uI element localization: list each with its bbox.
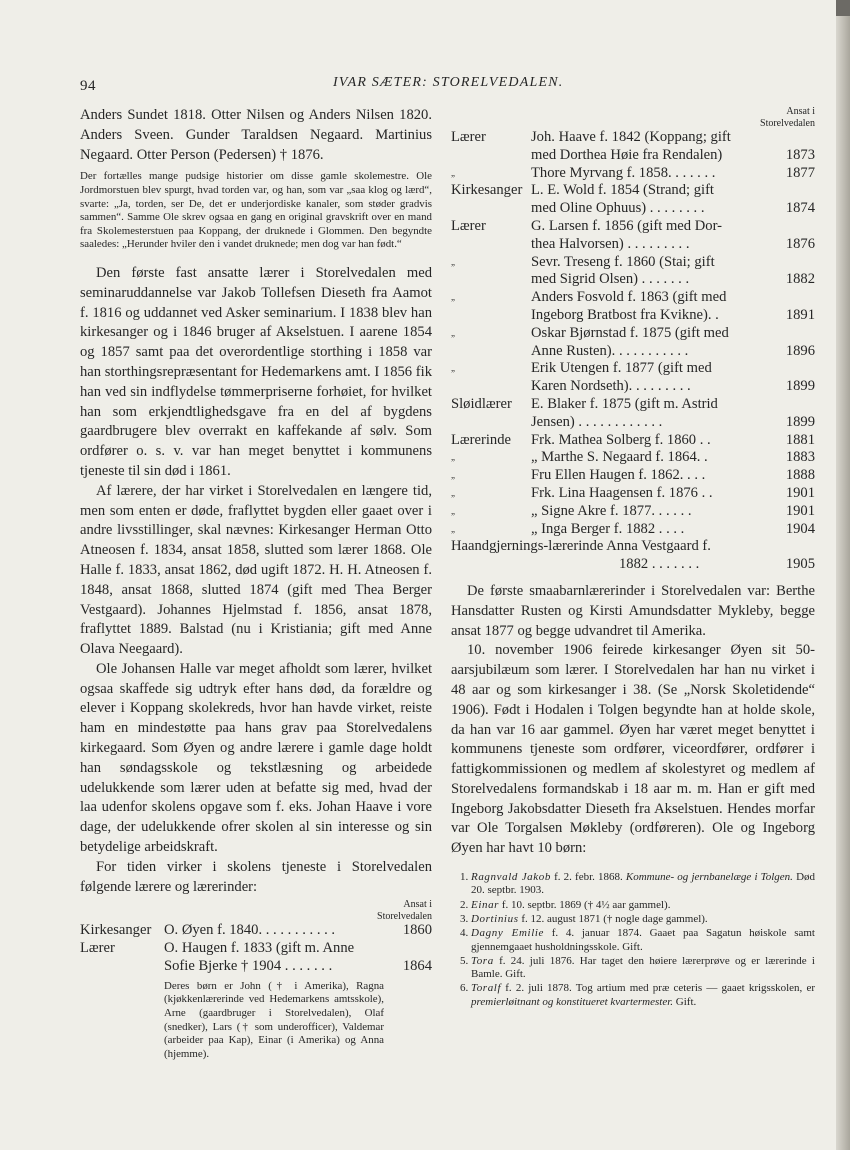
child-tail: Død 20. septbr. 1903. bbox=[471, 871, 816, 897]
staff-role: „ bbox=[451, 256, 455, 267]
child-details: f. 2. febr. 1868. bbox=[550, 871, 626, 884]
staff-row bbox=[451, 307, 815, 325]
staff-row bbox=[451, 414, 815, 432]
staff-role: „ bbox=[451, 523, 455, 534]
staff-row bbox=[451, 343, 815, 361]
staff-year: 1904 bbox=[785, 520, 815, 537]
child-name: Dagny Emilie bbox=[471, 927, 544, 940]
staff-entry: Fru Ellen Haugen f. 1862. . . . bbox=[531, 467, 706, 484]
staff-entry: Frk. Lina Haagensen f. 1876 . . bbox=[531, 484, 713, 501]
staff-role: Kirkesanger bbox=[80, 922, 152, 939]
page-header bbox=[80, 75, 820, 100]
staff-entry: med Oline Ophuus) . . . . . . . . bbox=[531, 200, 705, 217]
staff-role: Lærerinde bbox=[451, 431, 511, 448]
staff-row bbox=[451, 325, 815, 343]
haandgjerning-year: 1905 bbox=[785, 556, 815, 573]
staff-role bbox=[451, 200, 531, 218]
staff-row bbox=[451, 467, 815, 485]
staff-year bbox=[779, 182, 815, 200]
storelvedalen-label: Storelvedalen bbox=[760, 117, 815, 129]
page-corner bbox=[836, 0, 850, 16]
staff-entry: „ Marthe S. Negaard f. 1864. . bbox=[531, 449, 708, 466]
staff-entry: L. E. Wold f. 1854 (Strand; gift bbox=[531, 182, 714, 199]
page-edge bbox=[836, 0, 850, 1150]
staff-entry: Jensen) . . . . . . . . . . . . bbox=[531, 413, 663, 430]
child-details: f. 4. januar 1874. Gaaet paa Sagatun høiskole samt gjennemgaaet husholdningsskole. Gift. bbox=[471, 927, 815, 953]
children-note: Deres børn er John († i Amerika), Ragna (kjøkkenlærerinde ved Hedemarkens amtsskole), Arne (gaardbruger i Storelvedalen), Olaf (snedker), Lars († som underofficer), Valdemar (arbeider paa Kap), Einar (i Amerika) og Anna (hjemme). bbox=[164, 979, 384, 1060]
staff-row bbox=[451, 289, 815, 307]
staff-year: 1874 bbox=[785, 200, 815, 217]
staff-row bbox=[451, 432, 815, 450]
staff-role bbox=[451, 307, 531, 325]
anecdote-note: Der fortælles mange pudsige historier om disse gamle skolemestre. Ole Jordmorstuen blev spurgt, hvad torden var, og han, som var „saa klog og lærd“, svarte: „Ja, torden, ser De, det er underjordiske kanaler, som støder gradvis sammen“. Samme Ole skrev ogsaa en gang en original gravskrift over en mand fra Skolemesterstuen paa Koppang, der druknede i Glommen. Den begyndte saaledes: „Herunder hviler den i vandet druknede; men dog var han født.“ bbox=[80, 170, 432, 251]
haandgjerning-line-2 bbox=[451, 556, 815, 574]
haandgjerning-text: 1882 . . . . . . . bbox=[619, 556, 700, 573]
staff-row bbox=[451, 182, 815, 200]
staff-role: Sløidlærer bbox=[451, 395, 512, 412]
staff-role: „ bbox=[451, 167, 455, 178]
staff-table-right bbox=[451, 129, 815, 538]
paragraph-oyen: 10. november 1906 feirede kirkesanger Øyen sit 50-aarsjubilæum som lærer. I Storelvedalen har han nu virket i 48 aar og som kirkesanger i 38. (Se „Norsk Skoletidende“ 1906). Født i Hodalen i Tolgen begyndte han at holde skole, da han var 16 aar gammel. Øyen har været meget benyttet i kommunens tjeneste som ordfører, viceordfører, ordfører i fattigkommissionen og medlem af skolestyret og medlem af Storelvedalens formandskab i 18 aar m. m. Han er gift med Ingeborg Jakobsdatter Dieseth fra Akselstuen. Hendes morfar var Ole Torgalsen Møkleby (ordføreren). Ole og Ingeborg Øyen har havt 10 børn: bbox=[451, 642, 815, 857]
staff-year: 1873 bbox=[785, 146, 815, 163]
staff-row bbox=[451, 360, 815, 378]
staff-entry: thea Halvorsen) . . . . . . . . . bbox=[531, 235, 690, 252]
staff-entry: G. Larsen f. 1856 (gift med Dor- bbox=[531, 217, 722, 234]
staff-year bbox=[779, 254, 815, 272]
children-list bbox=[451, 871, 815, 1009]
staff-year: 1883 bbox=[785, 449, 815, 466]
staff-row bbox=[451, 200, 815, 218]
left-column bbox=[80, 106, 432, 1061]
staff-table-left bbox=[80, 922, 432, 975]
staff-role bbox=[451, 378, 531, 396]
child-list-item bbox=[471, 871, 815, 898]
staff-role bbox=[451, 414, 531, 432]
staff-year: 1881 bbox=[785, 431, 815, 448]
staff-role: „ bbox=[451, 505, 455, 516]
staff-role bbox=[451, 147, 531, 165]
staff-entry: Oskar Bjørnstad f. 1875 (gift med bbox=[531, 324, 729, 341]
staff-role bbox=[451, 236, 531, 254]
staff-entry: Erik Utengen f. 1877 (gift med bbox=[531, 360, 712, 377]
staff-year: 1876 bbox=[785, 235, 815, 252]
ansat-label: Ansat i bbox=[403, 899, 432, 911]
staff-role bbox=[451, 271, 531, 289]
running-title: IVAR SÆTER: STORELVEDALEN. bbox=[333, 75, 564, 90]
staff-year bbox=[779, 325, 815, 343]
staff-year: 1899 bbox=[785, 378, 815, 395]
staff-role: „ bbox=[451, 470, 455, 481]
staff-role: Kirkesanger bbox=[451, 182, 523, 199]
child-name: Toralf bbox=[471, 982, 502, 995]
child-list-item bbox=[471, 982, 815, 1009]
staff-entry: O. Haugen f. 1833 (gift m. Anne bbox=[164, 940, 355, 957]
paragraph-former-teachers: Af lærere, der har virket i Storelvedalen en længere tid, men som enten er døde, fraflyttet bygden eller gaaet over i andre livsstillinger, skal nævnes: Kirkesanger Herman Otto Atneosen f. 1834, ansat 1858, slutted som lærer 1868. Ole Halle f. 1833, ansat 1862, død ugift 1872. H. H. Atneosen f. 1848, ansat 1868, slutted 1874 (gift med Thea Berger Vestgaard). Johannes Hjelmstad f. 1856, ansat 1878, fraflyttet 1889. Balstad (nu i Kristiania; gift med Anne Olava Neegaard). bbox=[80, 482, 432, 658]
staff-row bbox=[451, 129, 815, 147]
staff-row bbox=[451, 236, 815, 254]
haandgjerning-line-1: Haandgjernings-lærerinde Anna Vestgaard f. bbox=[451, 538, 711, 555]
staff-role: Lærer bbox=[451, 217, 486, 234]
staff-year bbox=[779, 129, 815, 147]
staff-row bbox=[451, 271, 815, 289]
paragraph-current-staff: For tiden virker i skolens tjeneste i Storelvedalen følgende lærere og lærerinder: bbox=[80, 858, 432, 895]
staff-entry: Anne Rusten). . . . . . . . . . . bbox=[531, 342, 689, 359]
staff-year: 1901 bbox=[785, 502, 815, 519]
staff-year: 1864 bbox=[402, 958, 432, 975]
child-list-item bbox=[471, 955, 815, 982]
child-name: Ragnvald Jakob bbox=[471, 871, 551, 884]
staff-year: 1882 bbox=[785, 271, 815, 288]
child-occupation: premierløitnant og konstitueret kvartermester. bbox=[471, 995, 674, 1008]
staff-role: Lærer bbox=[451, 129, 486, 145]
staff-year: 1877 bbox=[785, 164, 815, 181]
staff-entry: Sofie Bjerke † 1904 . . . . . . . bbox=[164, 958, 333, 975]
staff-entry: Thore Myrvang f. 1858. . . . . . . bbox=[531, 164, 716, 181]
storelvedalen-label: Storelvedalen bbox=[377, 910, 432, 922]
staff-row bbox=[451, 378, 815, 396]
child-tail: Gift. bbox=[673, 995, 697, 1008]
child-details: f. 12. august 1871 († nogle dage gammel). bbox=[518, 912, 708, 925]
child-details: f. 10. septbr. 1869 († 4½ aar gammel). bbox=[499, 898, 671, 911]
paragraph-dieseth: Den første fast ansatte lærer i Storelvedalen med seminaruddannelse var Jakob Tollefsen Dieseth fra Aamot f. 1816 og uddannet ved Asker seminarium. I 1838 blev han kirkesanger og i 1846 bruger af Akselstuen. I aarene 1854 og 1857 samt paa det overordentlige storthing i 1858 var han storthingsrepræsentant for Hedemarkens amt. I 1856 fik han ved sin indflydelse tømmerpriserne forhøiet, for hvilket han som erkjendtlighedsgave fra en del af bygdens gaardbrugere blev overrakt en kaffekande af sølv. Som ordfører o. s. v. var han meget benyttet i kommunens tjeneste til sin død i 1861. bbox=[80, 264, 432, 479]
staff-role bbox=[80, 958, 164, 976]
staff-entry: E. Blaker f. 1875 (gift m. Astrid bbox=[531, 395, 718, 412]
ansat-heading-right bbox=[451, 106, 815, 129]
staff-row bbox=[451, 503, 815, 521]
child-list-item bbox=[471, 913, 815, 926]
staff-entry: Karen Nordseth). . . . . . . . . bbox=[531, 378, 691, 395]
staff-year: 1901 bbox=[785, 484, 815, 501]
staff-year bbox=[779, 218, 815, 236]
staff-year: 1860 bbox=[402, 922, 432, 939]
staff-year bbox=[779, 396, 815, 414]
staff-year: 1891 bbox=[785, 306, 815, 323]
staff-entry: Joh. Haave f. 1842 (Koppang; gift bbox=[531, 129, 731, 145]
child-list-item bbox=[471, 899, 815, 912]
staff-row bbox=[451, 485, 815, 503]
child-details: f. 24. juli 1876. Har taget den høiere lærerprøve og er lærerinde i Bamle. Gift. bbox=[471, 954, 815, 981]
staff-row bbox=[451, 254, 815, 272]
staff-entry: „ Inga Berger f. 1882 . . . . bbox=[531, 520, 685, 537]
ansat-label: Ansat i bbox=[786, 106, 815, 117]
staff-entry: Ingeborg Bratbost fra Kvikne). . bbox=[531, 306, 719, 323]
paragraph-smaabarn: De første smaabarnlærerinder i Storelvedalen var: Berthe Hansdatter Rusten og Kirsti Amundsdatter Mykleby, begge ansat 1877 og begge udvandret til Amerika. bbox=[451, 582, 815, 639]
staff-year: 1888 bbox=[785, 467, 815, 484]
staff-row bbox=[451, 521, 815, 539]
child-name: Dortinius bbox=[471, 912, 519, 925]
staff-entry: „ Signe Akre f. 1877. . . . . . bbox=[531, 502, 692, 519]
staff-entry: Sevr. Treseng f. 1860 (Stai; gift bbox=[531, 253, 715, 270]
child-name: Einar bbox=[471, 898, 500, 911]
staff-row bbox=[451, 396, 815, 414]
staff-row bbox=[80, 958, 432, 976]
staff-role: „ bbox=[451, 292, 455, 303]
haandgjerning-entry bbox=[451, 538, 815, 574]
staff-role: „ bbox=[451, 363, 455, 374]
child-name: Tora bbox=[471, 954, 494, 967]
staff-entry: med Sigrid Olsen) . . . . . . . bbox=[531, 271, 690, 288]
staff-row bbox=[80, 940, 432, 958]
staff-entry: Anders Fosvold f. 1863 (gift med bbox=[531, 289, 727, 306]
staff-year: 1899 bbox=[785, 413, 815, 430]
child-occupation: Kommune- og jernbanelæge i Tolgen. bbox=[625, 871, 793, 884]
intro-paragraph: Anders Sundet 1818. Otter Nilsen og Anders Nilsen 1820. Anders Sveen. Gunder Taraldsen Negaard. Martinius Negaard. Otter Person (Pedersen) † 1876. bbox=[80, 107, 432, 163]
staff-row bbox=[451, 165, 815, 183]
staff-role: „ bbox=[451, 487, 455, 498]
staff-role: „ bbox=[451, 452, 455, 463]
staff-row bbox=[451, 218, 815, 236]
staff-year bbox=[779, 360, 815, 378]
ansat-heading-left bbox=[80, 899, 432, 922]
right-column bbox=[451, 106, 815, 1010]
child-list-item bbox=[471, 927, 815, 954]
children-ordered-list bbox=[451, 871, 815, 1009]
staff-entry: med Dorthea Høie fra Rendalen) bbox=[531, 146, 723, 163]
staff-year bbox=[779, 289, 815, 307]
child-details: f. 2. juli 1878. Tog artium med præ ceteris — gaaet krigsskolen, er bbox=[501, 982, 815, 995]
staff-year: 1896 bbox=[785, 342, 815, 359]
staff-row bbox=[451, 449, 815, 467]
staff-row bbox=[451, 147, 815, 165]
page-number: 94 bbox=[80, 78, 96, 94]
staff-entry: O. Øyen f. 1840. . . . . . . . . . . bbox=[164, 922, 336, 939]
paragraph-halle: Ole Johansen Halle var meget afholdt som lærer, hvilket ogsaa skaffede sig udtryk efter hans død, da forældre og elever i Koppang skolekreds, hvor han havde virket, reiste ham en mindestøtte paa hans grav paa Storelvedalens kirkegaard. Som Øyen og andre lærere i gamle dage holdt han søndagsskole og tekstlæsning og arbeidede udelukkende som lærer uden at befatte sig med, hvad der laa udenfor skolens opgave som f. eks. Johan Haave i vore dage, der udelukkende ofrer skolen al sin interesse og sin betydelige arbeidskraft. bbox=[80, 660, 432, 856]
staff-year bbox=[396, 940, 432, 958]
staff-role bbox=[451, 343, 531, 361]
staff-entry: Frk. Mathea Solberg f. 1860 . . bbox=[531, 431, 711, 448]
staff-row bbox=[80, 922, 432, 940]
staff-role: Lærer bbox=[80, 940, 115, 957]
staff-role: „ bbox=[451, 327, 455, 338]
